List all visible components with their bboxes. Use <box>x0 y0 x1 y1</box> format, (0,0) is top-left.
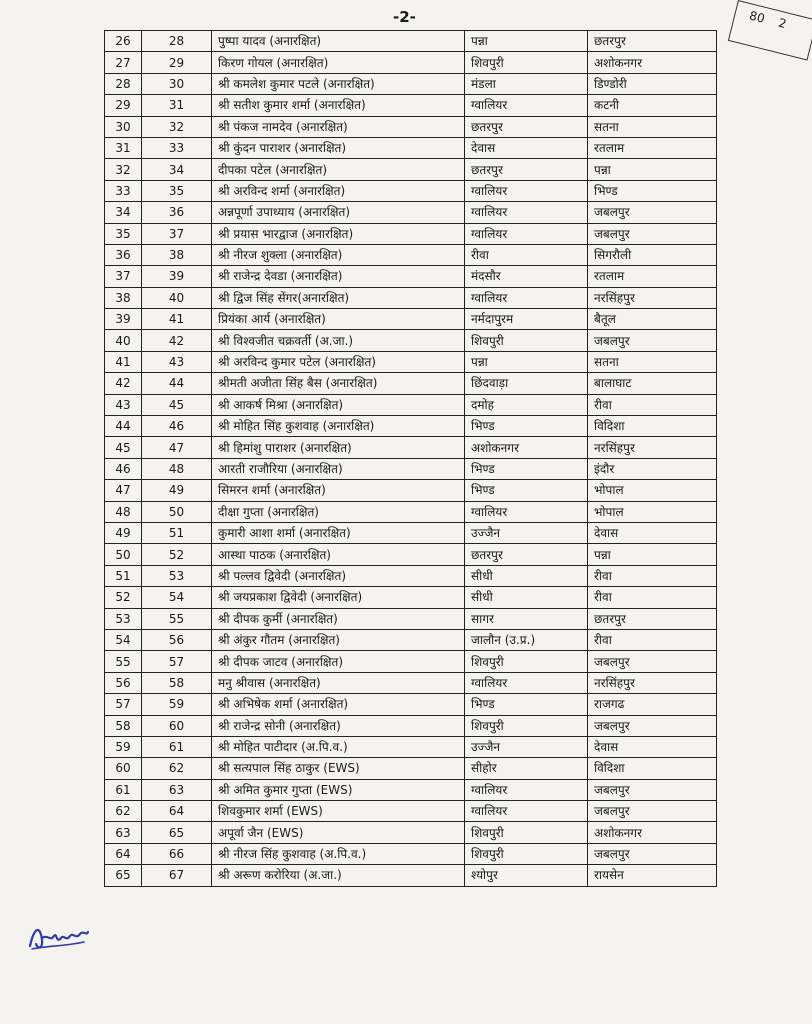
rank-cell: 36 <box>142 202 212 223</box>
allotted-cell: भोपाल <box>588 480 717 501</box>
allotted-cell: कटनी <box>588 95 717 116</box>
district-cell: शिवपुरी <box>465 52 588 73</box>
rank-cell: 50 <box>142 501 212 522</box>
serial-cell: 31 <box>105 137 142 158</box>
table-row <box>105 843 717 864</box>
serial-cell: 46 <box>105 458 142 479</box>
table-row <box>105 522 717 543</box>
rank-cell: 64 <box>142 801 212 822</box>
rank-cell: 55 <box>142 608 212 629</box>
serial-cell: 43 <box>105 394 142 415</box>
name-cell: सिमरन शर्मा (अनारक्षित) <box>212 480 465 501</box>
serial-cell: 61 <box>105 779 142 800</box>
allotted-cell: रतलाम <box>588 266 717 287</box>
table-row <box>105 309 717 330</box>
allotted-cell: नरसिंहपुर <box>588 672 717 693</box>
name-cell: श्री सतीश कुमार शर्मा (अनारक्षित) <box>212 95 465 116</box>
table-row <box>105 416 717 437</box>
table-row <box>105 801 717 822</box>
rank-cell: 51 <box>142 522 212 543</box>
serial-cell: 62 <box>105 801 142 822</box>
rank-cell: 30 <box>142 73 212 94</box>
allotted-cell: अशोकनगर <box>588 822 717 843</box>
name-cell: श्री विश्वजीत चक्रवर्ती (अ.जा.) <box>212 330 465 351</box>
serial-cell: 55 <box>105 651 142 672</box>
district-cell: ग्वालियर <box>465 180 588 201</box>
serial-cell: 39 <box>105 309 142 330</box>
table-row <box>105 608 717 629</box>
rank-cell: 33 <box>142 137 212 158</box>
name-cell: कुमारी आशा शर्मा (अनारक्षित) <box>212 522 465 543</box>
allotted-cell: देवास <box>588 736 717 757</box>
district-cell: शिवपुरी <box>465 843 588 864</box>
table-row <box>105 565 717 586</box>
table-row <box>105 31 717 52</box>
rank-cell: 35 <box>142 180 212 201</box>
stamp-text-a: 80 <box>747 8 767 26</box>
serial-cell: 65 <box>105 865 142 886</box>
district-cell: शिवपुरी <box>465 715 588 736</box>
rank-cell: 45 <box>142 394 212 415</box>
allotted-cell: भिण्ड <box>588 180 717 201</box>
allotted-cell: जबलपुर <box>588 202 717 223</box>
rank-cell: 66 <box>142 843 212 864</box>
table-row <box>105 373 717 394</box>
allotted-cell: पन्ना <box>588 159 717 180</box>
table-row <box>105 116 717 137</box>
table-row <box>105 437 717 458</box>
district-cell: ग्वालियर <box>465 223 588 244</box>
allotted-cell: विदिशा <box>588 416 717 437</box>
district-cell: शिवपुरी <box>465 822 588 843</box>
table-row <box>105 351 717 372</box>
district-cell: मंडला <box>465 73 588 94</box>
rank-cell: 59 <box>142 694 212 715</box>
rank-cell: 65 <box>142 822 212 843</box>
rank-cell: 53 <box>142 565 212 586</box>
district-cell: छतरपुर <box>465 116 588 137</box>
serial-cell: 32 <box>105 159 142 180</box>
rank-cell: 54 <box>142 587 212 608</box>
allotted-cell: भोपाल <box>588 501 717 522</box>
district-cell: देवास <box>465 137 588 158</box>
allotted-cell: छतरपुर <box>588 608 717 629</box>
district-cell: ग्वालियर <box>465 287 588 308</box>
name-cell: श्री अंकुर गौतम (अनारक्षित) <box>212 629 465 650</box>
serial-cell: 63 <box>105 822 142 843</box>
rank-cell: 44 <box>142 373 212 394</box>
serial-cell: 59 <box>105 736 142 757</box>
name-cell: श्री राजेन्द्र सोनी (अनारक्षित) <box>212 715 465 736</box>
rank-cell: 37 <box>142 223 212 244</box>
rank-cell: 48 <box>142 458 212 479</box>
roster-body <box>105 31 717 887</box>
district-cell: सीधी <box>465 565 588 586</box>
name-cell: श्री प्रयास भारद्वाज (अनारक्षित) <box>212 223 465 244</box>
serial-cell: 44 <box>105 416 142 437</box>
rank-cell: 34 <box>142 159 212 180</box>
serial-cell: 53 <box>105 608 142 629</box>
allotted-cell: नरसिंहपुर <box>588 287 717 308</box>
rank-cell: 52 <box>142 544 212 565</box>
rank-cell: 43 <box>142 351 212 372</box>
rank-cell: 67 <box>142 865 212 886</box>
district-cell: श्योपुर <box>465 865 588 886</box>
serial-cell: 28 <box>105 73 142 94</box>
district-cell: सीहोर <box>465 758 588 779</box>
table-row <box>105 202 717 223</box>
table-row <box>105 544 717 565</box>
allotted-cell: जबलपुर <box>588 715 717 736</box>
rank-cell: 49 <box>142 480 212 501</box>
rank-cell: 63 <box>142 779 212 800</box>
district-cell: छिंदवाड़ा <box>465 373 588 394</box>
table-row <box>105 715 717 736</box>
name-cell: आरती राजौरिया (अनारक्षित) <box>212 458 465 479</box>
name-cell: श्री मोहित सिंह कुशवाह (अनारक्षित) <box>212 416 465 437</box>
table-row <box>105 394 717 415</box>
name-cell: श्री कमलेश कुमार पटले (अनारक्षित) <box>212 73 465 94</box>
table-row <box>105 501 717 522</box>
name-cell: श्री आकर्ष मिश्रा (अनारक्षित) <box>212 394 465 415</box>
name-cell: श्री अमित कुमार गुप्ता (EWS) <box>212 779 465 800</box>
district-cell: ग्वालियर <box>465 801 588 822</box>
table-row <box>105 287 717 308</box>
rank-cell: 62 <box>142 758 212 779</box>
allotted-cell: सिगरौली <box>588 244 717 265</box>
rank-cell: 60 <box>142 715 212 736</box>
allotted-cell: इंदौर <box>588 458 717 479</box>
serial-cell: 38 <box>105 287 142 308</box>
serial-cell: 45 <box>105 437 142 458</box>
table-row <box>105 137 717 158</box>
rank-cell: 29 <box>142 52 212 73</box>
table-row <box>105 629 717 650</box>
table-row <box>105 458 717 479</box>
name-cell: शिवकुमार शर्मा (EWS) <box>212 801 465 822</box>
district-cell: शिवपुरी <box>465 330 588 351</box>
allotted-cell: जबलपुर <box>588 779 717 800</box>
district-cell: ग्वालियर <box>465 672 588 693</box>
allotted-cell: रीवा <box>588 394 717 415</box>
table-row <box>105 672 717 693</box>
table-row <box>105 480 717 501</box>
table-row <box>105 159 717 180</box>
rank-cell: 32 <box>142 116 212 137</box>
rank-cell: 46 <box>142 416 212 437</box>
allotted-cell: पन्ना <box>588 544 717 565</box>
table-row <box>105 95 717 116</box>
rank-cell: 31 <box>142 95 212 116</box>
serial-cell: 26 <box>105 31 142 52</box>
table-row <box>105 865 717 886</box>
name-cell: श्रीमती अजीता सिंह बैस (अनारक्षित) <box>212 373 465 394</box>
table-row <box>105 694 717 715</box>
serial-cell: 36 <box>105 244 142 265</box>
district-cell: मंदसौर <box>465 266 588 287</box>
name-cell: किरण गोयल (अनारक्षित) <box>212 52 465 73</box>
serial-cell: 42 <box>105 373 142 394</box>
serial-cell: 54 <box>105 629 142 650</box>
table-row <box>105 52 717 73</box>
district-cell: उज्जैन <box>465 522 588 543</box>
serial-cell: 49 <box>105 522 142 543</box>
district-cell: सीधी <box>465 587 588 608</box>
serial-cell: 47 <box>105 480 142 501</box>
name-cell: श्री कुंदन पाराशर (अनारक्षित) <box>212 137 465 158</box>
name-cell: श्री राजेन्द्र देवडा (अनारक्षित) <box>212 266 465 287</box>
name-cell: श्री हिमांशु पाराशर (अनारक्षित) <box>212 437 465 458</box>
name-cell: श्री अभिषेक शर्मा (अनारक्षित) <box>212 694 465 715</box>
allotted-cell: जबलपुर <box>588 223 717 244</box>
name-cell: प्रियंका आर्य (अनारक्षित) <box>212 309 465 330</box>
allotted-cell: विदिशा <box>588 758 717 779</box>
table-row <box>105 822 717 843</box>
district-cell: भिण्ड <box>465 458 588 479</box>
name-cell: श्री पल्लव द्विवेदी (अनारक्षित) <box>212 565 465 586</box>
name-cell: अन्नपूर्णा उपाध्याय (अनारक्षित) <box>212 202 465 223</box>
district-cell: नर्मदापुरम <box>465 309 588 330</box>
table-row <box>105 223 717 244</box>
page-number: -2- <box>393 8 416 26</box>
serial-cell: 51 <box>105 565 142 586</box>
rank-cell: 42 <box>142 330 212 351</box>
district-cell: भिण्ड <box>465 694 588 715</box>
district-cell: भिण्ड <box>465 480 588 501</box>
allotted-cell: जबलपुर <box>588 651 717 672</box>
rank-cell: 57 <box>142 651 212 672</box>
serial-cell: 33 <box>105 180 142 201</box>
name-cell: श्री पंकज नामदेव (अनारक्षित) <box>212 116 465 137</box>
allotted-cell: रतलाम <box>588 137 717 158</box>
table-row <box>105 330 717 351</box>
serial-cell: 35 <box>105 223 142 244</box>
district-cell: भिण्ड <box>465 416 588 437</box>
rank-cell: 47 <box>142 437 212 458</box>
allotted-cell: डिण्डोरी <box>588 73 717 94</box>
name-cell: श्री नीरज सिंह कुशवाह (अ.पि.व.) <box>212 843 465 864</box>
allotted-cell: जबलपुर <box>588 801 717 822</box>
serial-cell: 52 <box>105 587 142 608</box>
serial-cell: 40 <box>105 330 142 351</box>
serial-cell: 41 <box>105 351 142 372</box>
serial-cell: 56 <box>105 672 142 693</box>
table-row <box>105 180 717 201</box>
rank-cell: 58 <box>142 672 212 693</box>
district-cell: उज्जैन <box>465 736 588 757</box>
name-cell: श्री अरविन्द कुमार पटेल (अनारक्षित) <box>212 351 465 372</box>
name-cell: श्री दीपक कुर्मी (अनारक्षित) <box>212 608 465 629</box>
district-cell: शिवपुरी <box>465 651 588 672</box>
table-row <box>105 244 717 265</box>
name-cell: श्री दीपक जाटव (अनारक्षित) <box>212 651 465 672</box>
district-cell: ग्वालियर <box>465 95 588 116</box>
serial-cell: 57 <box>105 694 142 715</box>
corner-stamp <box>728 0 812 61</box>
district-cell: रीवा <box>465 244 588 265</box>
district-cell: छतरपुर <box>465 159 588 180</box>
table-row <box>105 651 717 672</box>
name-cell: दीपका पटेल (अनारक्षित) <box>212 159 465 180</box>
name-cell: श्री नीरज शुक्ला (अनारक्षित) <box>212 244 465 265</box>
allotted-cell: रीवा <box>588 629 717 650</box>
allotted-cell: रीवा <box>588 587 717 608</box>
serial-cell: 60 <box>105 758 142 779</box>
serial-cell: 48 <box>105 501 142 522</box>
name-cell: आस्था पाठक (अनारक्षित) <box>212 544 465 565</box>
name-cell: पुष्पा यादव (अनारक्षित) <box>212 31 465 52</box>
table-row <box>105 779 717 800</box>
rank-cell: 28 <box>142 31 212 52</box>
district-cell: जालौन (उ.प्र.) <box>465 629 588 650</box>
table-row <box>105 73 717 94</box>
serial-cell: 50 <box>105 544 142 565</box>
table-row <box>105 587 717 608</box>
name-cell: श्री जयप्रकाश द्विवेदी (अनारक्षित) <box>212 587 465 608</box>
name-cell: श्री अरूण करोरिया (अ.जा.) <box>212 865 465 886</box>
serial-cell: 58 <box>105 715 142 736</box>
allotted-cell: राजगढ <box>588 694 717 715</box>
name-cell: अपूर्वा जैन (EWS) <box>212 822 465 843</box>
serial-cell: 29 <box>105 95 142 116</box>
allotted-cell: सतना <box>588 116 717 137</box>
stamp-text-b: 2 <box>777 15 788 32</box>
allotted-cell: छतरपुर <box>588 31 717 52</box>
allotted-cell: बालाघाट <box>588 373 717 394</box>
district-cell: छतरपुर <box>465 544 588 565</box>
allotted-cell: बैतूल <box>588 309 717 330</box>
name-cell: श्री मोहित पाटीदार (अ.पि.व.) <box>212 736 465 757</box>
table-row <box>105 736 717 757</box>
allotted-cell: जबलपुर <box>588 843 717 864</box>
name-cell: मनु श्रीवास (अनारक्षित) <box>212 672 465 693</box>
table-row <box>105 266 717 287</box>
district-cell: अशोकनगर <box>465 437 588 458</box>
rank-cell: 56 <box>142 629 212 650</box>
serial-cell: 27 <box>105 52 142 73</box>
signature-icon <box>26 916 96 956</box>
rank-cell: 38 <box>142 244 212 265</box>
name-cell: श्री द्विज सिंह सेंगर(अनारक्षित) <box>212 287 465 308</box>
allotted-cell: जबलपुर <box>588 330 717 351</box>
serial-cell: 64 <box>105 843 142 864</box>
district-cell: ग्वालियर <box>465 501 588 522</box>
name-cell: श्री अरविन्द शर्मा (अनारक्षित) <box>212 180 465 201</box>
serial-cell: 34 <box>105 202 142 223</box>
district-cell: ग्वालियर <box>465 779 588 800</box>
name-cell: श्री सत्यपाल सिंह ठाकुर (EWS) <box>212 758 465 779</box>
roster-table <box>104 30 717 887</box>
rank-cell: 61 <box>142 736 212 757</box>
allotted-cell: अशोकनगर <box>588 52 717 73</box>
table-row <box>105 758 717 779</box>
allotted-cell: रीवा <box>588 565 717 586</box>
district-cell: ग्वालियर <box>465 202 588 223</box>
rank-cell: 40 <box>142 287 212 308</box>
rank-cell: 41 <box>142 309 212 330</box>
serial-cell: 30 <box>105 116 142 137</box>
name-cell: दीक्षा गुप्ता (अनारक्षित) <box>212 501 465 522</box>
district-cell: पन्ना <box>465 351 588 372</box>
district-cell: सागर <box>465 608 588 629</box>
district-cell: पन्ना <box>465 31 588 52</box>
allotted-cell: देवास <box>588 522 717 543</box>
district-cell: दमोह <box>465 394 588 415</box>
allotted-cell: रायसेन <box>588 865 717 886</box>
allotted-cell: सतना <box>588 351 717 372</box>
allotted-cell: नरसिंहपुर <box>588 437 717 458</box>
rank-cell: 39 <box>142 266 212 287</box>
serial-cell: 37 <box>105 266 142 287</box>
